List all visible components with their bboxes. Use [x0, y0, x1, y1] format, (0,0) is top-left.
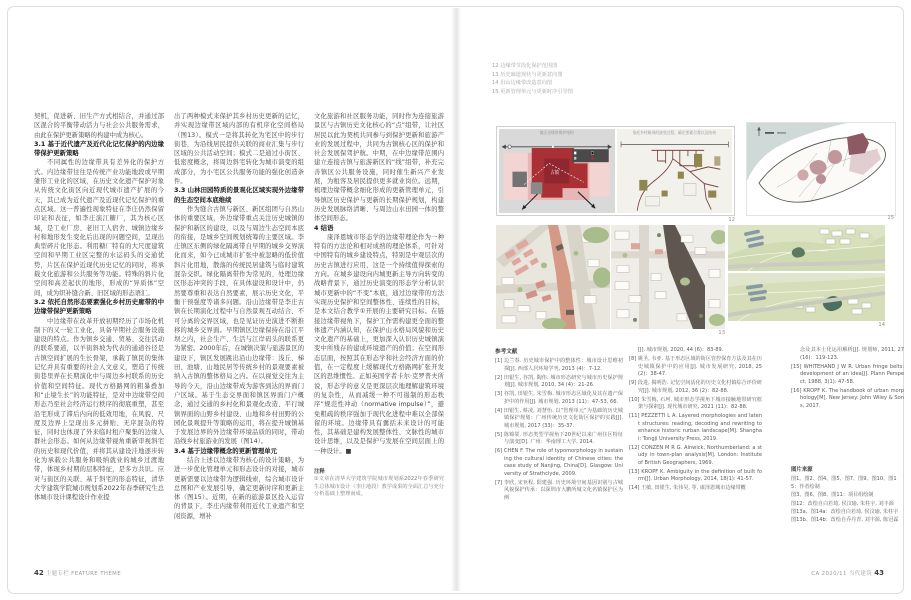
conclusion-body: 康泽恩城市形态学的边缘带理论作为一种特有的方法论和相对成熟的理论体系，可针对中国特有的城乡建设特点，特别是中观层次的历史古镇进行应用，这是一个持续值得探索的方向。在城乡建设向内城更新主导方向转变的战略背景下，通过历史演变的形态学分析认识城市更新中的“不变”本底，通过边缘带的方法实现历史保护和空间整体性、连续性的目标，是本文结合教学①开展的主要研究目标。在链接边缘带视角下，保护工作需构建更全面的整体遗产内涵认知，在保护山水格局风貌和历史文化遗产的基础上，更加深入认识历史城镇演变中所残存的建成环境遗产的价值；在空间形态层面，按照其在形态学和社会经济方面的价值，在一定程度上缓解现代方格路网扩张开发区的思维惯性。正如英国学者卡尔·克罗普夫所说，形态学的意义是更深层次地理解建筑环境的复杂性，从而减缓一种不可遏制的形态秩序“规范性冲动（normative impulse）”，避免粗疏的秩序强加于现代化进程中难以全部保留的环境。边缘带具有囊括未来设计的可能性，其基础是建构发展整体性、文脉性的城市设计思维，以及是保护与发展在空间层面上的一种设计。■ — [314, 233, 444, 455]
figure-12-left-panel — [499, 129, 615, 213]
right-footer — [700, 569, 884, 577]
left-page-number: 42 — [34, 569, 44, 577]
reference-item: [2] 田银生, 谷凯, 陶伟. 城市形态研究与城市历史保护规划[J]. 城市规划, 2010, 34 (4)：21-26. — [495, 374, 623, 388]
journal-issue-label: CA 2020/11 当代建筑 — [811, 571, 873, 577]
figure-caption-15: 15 更新管理单元与更新时序引导图 — [492, 88, 573, 95]
reference-item: [10] 朱雪梅, 石珂. 城市形态学视角下城市接触地带研究框架与探索[J]. 现代城市研究, 2021 (11)：82-88. — [629, 396, 762, 410]
peninsula-plan-map — [747, 123, 895, 215]
road-network-map — [617, 135, 733, 213]
references-column-2 — [629, 347, 762, 494]
section-3-2-body-continued: 出了两种模式来保护其乡村历史更新的记忆，并实现边缘带区域内部的有机序化空间格局（图13）。模式一是将其转化为宅区中的步行街巷，为沿线居民提供关联的商业汇集与步行区域的公共活动空间；模式二是通过小街区、低密度概念，将周边斜宅转化为城市演变的组成部分，为小宅区公共服务功能的强化创造条件。 — [174, 113, 304, 186]
reference-item-continued: 念及其本土化运用解析[J]. 规划师, 2011, 27 (16)：119-123. — [800, 347, 904, 361]
figure-12-number: 12 — [728, 217, 735, 223]
references-heading: 参考文献 — [495, 349, 518, 355]
image-source-line: 图1、图2、图4、图5、图7、图9、图10、图15：作者绘制 — [791, 476, 897, 491]
figure-12-left-header: 镇区边缘带保护结构 — [539, 130, 574, 135]
left-column-2 — [174, 112, 304, 521]
protection-structure-map — [499, 135, 615, 213]
reference-item: [1] 边兰春. 历史城市保护中的整体性：城市设计思维初探[J]. 西部人居环境学刊, 2013 (4)：7-12. — [495, 358, 623, 372]
reference-item: [4] 田银生, 蔡凌, 刘慧怡. 以“管理单元”为基础的历史城镇保护规划：广州传统历史文化街区保护的实践[J]. 城市规划, 2017 (33)：35-37. — [495, 407, 623, 429]
section-3-3-body: 作为缝合古镇与新区、新区组团与自然山体的重要区域，外边缘带重点关注历史城镇的保护和新区的建设，以及与周边生态空间本底的衔接，是城乡空间规划统筹的主要区域。李庄镇区东侧的绿化隔离带自早期的城乡交界演化而来，如今已成城市扩张中被忽略的低价值斜片化用地，散落的传统民居建筑与临时建筑混杂交织。绿化隔离带作为常见的、处理边缘区形态冲突的手段，在具体建设和设计中，仍然要尊重和表达自然要素，展示历史文化，平衡干预强度等诸多问题。沿山边缘带是李庄古镇在长期演化过程中与自然景观互动结合、不可分离的交界区域，也是见证历史演进不断推移的城乡交界面。早期镇区边缘保持在沿江平坝之内，社会生产、生活与江岸码头的联系更为紧密。2000年后，在城镇决策与旅游景区的建设下，镇区发展跳出沿山边缘带：浅丘、梯田、池塘、山地民居等传统乡村的景观要素被纳入古镇的整体格局之内。在以视觉交往为主导的今天，沿山边缘带成为游客到达的界面门户区域。基于生态交界面和镇区界面门户概念，通过交通的乡村化和景观化改造、平行城镇界面的山野乡村建设、山地和乡村田野的公园化景观提升等策略的运用，将在提升城镇基于发展边界的外边缘带环境品质的同时，带动沿线乡村旅游业的发展（图14）。 — [174, 205, 304, 446]
image-sources-heading: 图片来源 — [791, 467, 813, 473]
figure-13a-map — [496, 225, 610, 329]
section-3-3-heading: 3.3 山林田园特质的景观化区域实现外边缘带的生态空间本底维续 — [174, 186, 304, 204]
notes-body: ①文章在清华大学建筑学院城市规划系2022年春季研究生总体城市设计（李庄地段）教学成果的全面汇总与充分分析基础上整理而成。 — [314, 475, 444, 498]
section-3-2-heading: 3.2 依托自然形态要素强化乡村历史廊带的中边缘带保护更新策略 — [34, 297, 164, 316]
figure-15-plan — [746, 122, 896, 216]
reference-item: [6] CHEN F. The role of typomorphology in sustaining the cultural identity of Chinese cities: the case study of Nanjing, China[D]. Glasgow: University of Strathclyde, 2009. — [495, 448, 623, 477]
reference-item: [16] KROPF K. The handbook of urban morphology[M]. New Jersey: John Wiley & Sons, 2017. — [791, 387, 904, 409]
left-column-3 — [314, 112, 444, 499]
figure-12-diagram — [496, 126, 735, 216]
section-3-1-body: 不同属性的边缘带具有差异化的保护方式。内边缘带往往是传统产业功能地段或早期雏形工业化的区域，在历史文化遗产保护对象从传统文化街区向近现代城市遗产扩展的今天，其已成为近代遗产及近现代记忆保护的重点区域。这一普遍性现象特征在李庄仍然保留印证和表征，如李庄演江糖厂，其为核心区域，是工业厂房、老旧工人宿舍、城镇边缘乡村和地形发生变化后出现的问题空间，呈现出典型碎片化形态。利用糖厂特有的大尺度建筑空间和早期工业区完整的水运码头的交通优势，片区在保护近现代历史记忆的同时，将承载文化旅游和公共服务等功能。特殊的斜片化空间和高差起伏的地形，形成的“异质体”空间，成为织补缝合新、旧区域的形态语汇。 — [34, 159, 164, 297]
section-3-1-heading: 3.1 基于近代遗产及近代化记忆保护的内边缘带保护更新策略 — [34, 139, 164, 158]
figure-12-right-panel — [617, 129, 733, 213]
figure-14a-map — [728, 225, 885, 271]
section-3-4-body: 结合上述以边缘带为核心的设计策略，为进一步优化管理单元和形态设计的对接，城市更新需要以边缘带为逻辑线索，综合城市设计总图和产业发展引导，确定更新时序和更新主体（图15）。近期，在新的旅游景区投入运营的背景下，李庄内缘带利用近代工业遗产和空闲资源，增补 — [174, 456, 304, 520]
reference-item: [5] 陈锦棠. 形态类型学视角下20世纪以来广州住区特征与演变[D]. 广州：华南理工大学, 2014. — [495, 431, 623, 445]
notes-block — [314, 468, 444, 499]
reference-item: [11] PEZZETTI L A. Layered morphologies and latent structures: reading, decoding and rewriting to enhance historic rurban landscape[M]. Shanghai: Tongji University Press, 2019. — [629, 413, 762, 442]
figure-caption-13: 13 历史廊道现状与更新意向图 — [492, 71, 563, 78]
image-source-line: 图12：改绘自白若琦, 侯汶瑜, 朱柱宇, 刘丰源 — [791, 500, 894, 507]
notes-heading: 注释 — [314, 468, 325, 475]
figure-caption-14: 14 沿山边缘带改造意向图 — [492, 80, 553, 87]
scale-bar-icon — [765, 132, 774, 134]
reference-item-continued: [J]. 城市规划, 2020, 44 (6)：83-89. — [638, 347, 724, 353]
section-4-heading: 4 结语 — [314, 223, 334, 232]
right-page-number: 43 — [874, 569, 884, 577]
reference-item: [13] KROPF K. Ambiguity in the definition of built form[J]. Urban Morphology, 2014, 18(1): 41-57. — [629, 468, 762, 482]
left-column-1 — [34, 112, 164, 502]
page-gutter-shadow — [451, 8, 461, 591]
reference-item: [15] WHITEHAND J W R. Urban fringe belts: development of an idea[J]. Plann Perspect, 1988, 3(1): 47-58. — [791, 363, 904, 385]
left-footer-label: 主题专栏 FEATURE THEME — [45, 571, 122, 577]
figure-13-maps — [496, 225, 725, 329]
reference-item: [12] CONZEN M R G. Alnwick, Northumberland: a study in town-plan analysis[M]. London: Institute of British Geographers, 1969. — [629, 444, 762, 466]
image-source-line: 图13a、图14a：改绘自白若琦, 侯汶瑜, 朱柱宇 — [791, 508, 899, 515]
figure-13b-map — [611, 225, 725, 329]
figure-13-number: 13 — [718, 330, 725, 336]
figure-15-number: 15 — [887, 215, 894, 221]
reference-item: [9] 段进, 揭明浩. 记忆空间活化的历史文化村镇综合评价研究[J]. 城市规划, 2012, 36 (2)：82-88. — [629, 380, 762, 394]
reference-item: [7] 李欣, 宋亚程, 阳建强. 历史环境空间基因识别与古城风貌保护传承：以深圳市大鹏所城文化名镇保护区为例 — [495, 479, 623, 501]
figure-14-maps — [728, 225, 885, 321]
reference-item: [8] 姚圣, 韦亚. 基于形态区域的街区管控保育方法及其在历史城镇保护中的应用[J]. 城市发展研究, 2018, 25 (2)：38-47. — [629, 356, 762, 377]
figure-14b-map — [728, 273, 885, 321]
left-footer — [34, 569, 121, 577]
image-sources-block — [791, 465, 904, 524]
figure-12-right-header: 依托乡村路网的演变过程，确定要素位置以及结构 — [632, 130, 717, 135]
figure-14-number: 14 — [878, 322, 885, 328]
section-3-4-heading: 3.4 基于边缘带概念的更新管理单元 — [174, 446, 278, 455]
reference-item: [3] 谷凯, 田银生, 朱雪梅. 城市形态区域化及其在遗产保护中的作用[J]. 城市规划, 2013 (11)：47-53, 66. — [495, 391, 623, 405]
image-source-line: 图13b、图14b：改绘自乔丹青, 刘丰源, 陈冠霖 — [791, 517, 899, 524]
section-3-4-body-continued: 文化旅游和社区服务功能，同时作为连接旅游景区与古镇历史文化核心的“点”组带，让社区居民以此为契机共同参与到保护更新和旅游产业的发展过程中，共同为古镇核心区的保护和社会发展保驾护航。中期，在中边缘带范围内建立连接古镇与旅游新区的“线”组带，补充完善镇区公共服务设施，同时催生新兴产业发展，为租客及居民提供更多就业岗位。远期，梳理边缘带概念细化形成的更新管理单元，引导镇区历史保护与更新的长期保护规划，构建历史发展脉络清晰、与周边山水田园一体的整体空间形态。 — [314, 113, 444, 223]
figure-caption-list — [492, 62, 642, 96]
reference-item: [14] 王敏, 田银生, 朱伟昊, 等. 康泽恩城市边缘带概 — [629, 485, 746, 491]
figure-caption-12: 12 边缘带节段化保护范围图 — [492, 63, 558, 69]
image-source-line: 图3、图6、图8、图11：项目组绘制 — [791, 492, 874, 499]
section-3-2-body: 中边缘带在改革开放初期经历了市场化机制下的又一轮工业化，具备早期社会服务设施建设的特点。作为镇乡交通、贸易、交往活动的联系要道，以羊街斜坡为代表的通道谷径是古镇空间扩展的生长骨架，承载了镇民的集体记忆并具有重要的社会人文意义，塑造了传统街巷里弄在长期演化中与周边乡村联系的历史价值和空间特征。现代方格路网的粗暴叠加和“止境生长”的功能特征，是对中边缘带空间形态乃至社会经济运行秩序的彻底重塑，甚至沿宅形成了滞后内向的低效用地，在风貌、尺度及边界上呈现出多元拼贴、无序混杂的特征，同时也体现了外来临时租户聚集的边缘人群社会形态。如何从边缘带视角重新审视斜宅的历史和现代价值，并将其从建设洼地逐步转化为承载公共服务和吸纳就业的城乡过渡地带，体现乡村期的层积特征，是多方共识。应对与街区的关联、基于斜宅的形态特征，清华大学建筑学院城市规划系2022年春季研究生总体城市设计课程设计作业提 — [34, 317, 164, 502]
references-column-3 — [791, 347, 904, 412]
paragraph-continuation: 契机，促进新、旧生产方式相结合，并通过部区混合的平衡带动活力与社会公共服务需求，由此在保护更新策略的构建中成为核心。 — [34, 113, 164, 139]
references-column-1 — [495, 358, 623, 504]
figure-12-town-label: 古镇 — [550, 170, 559, 177]
